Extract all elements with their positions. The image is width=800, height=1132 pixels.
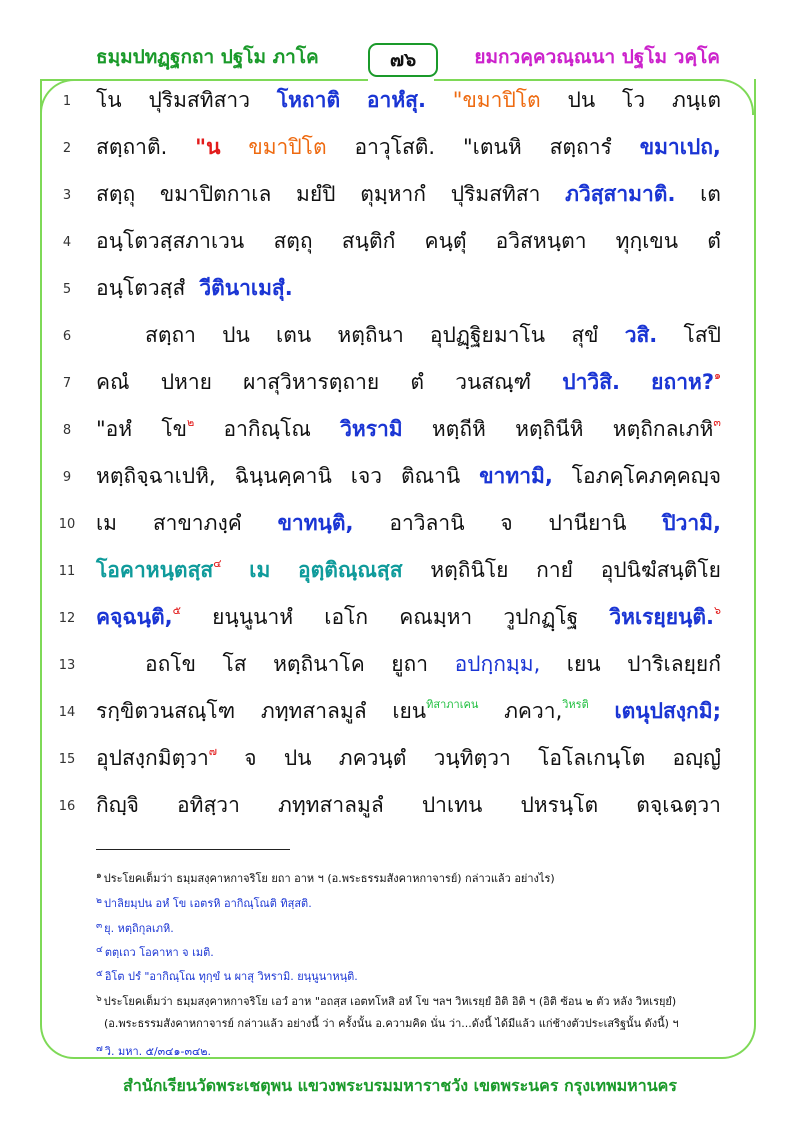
word: จ — [244, 746, 257, 770]
word: โว — [622, 88, 646, 112]
page-footer: สำนักเรียนวัดพระเชตุพน แขวงพระบรมมหาราชวัง เขตพระนคร กรุงเทพมหานคร — [123, 1076, 677, 1095]
text-line — [96, 555, 721, 585]
word: วสิ. — [624, 323, 658, 347]
word: เต — [700, 182, 721, 206]
text-line — [96, 179, 721, 209]
text-line — [96, 367, 721, 397]
word: เอโก — [324, 605, 369, 629]
word: โส — [222, 652, 247, 676]
footnote-ref[interactable]: ๒ — [186, 416, 195, 429]
word — [651, 367, 721, 397]
line-number: 9 — [62, 470, 72, 485]
header-book-title: ธมฺมปทฏฺฐกถา ปฐโม ภาโค — [96, 46, 319, 68]
word: สาขาภงฺคํ — [152, 511, 242, 535]
word: อวิสหนฺตา — [495, 229, 587, 253]
word: เตน — [276, 323, 312, 347]
word: วิหรามิ — [340, 417, 403, 441]
footnote — [96, 919, 736, 936]
word: ปาริเลยฺยกํ — [627, 652, 721, 676]
word: อทิสฺวา — [177, 793, 240, 817]
word: ขมาปิตกาเล — [159, 182, 272, 206]
word: อญฺญํ — [672, 746, 721, 770]
word-text: โอคาหนฺตสฺส — [96, 558, 214, 582]
word: ตํ — [707, 229, 721, 253]
footnote — [96, 967, 736, 984]
word-text: คจฺฉนฺติ, — [96, 605, 173, 629]
word: อุปฏฺฐิยมาโน — [429, 323, 546, 347]
word: หตฺถินา — [337, 323, 404, 347]
word: สนฺติกํ — [341, 229, 396, 253]
footnote-text: ตตฺเถว โอคาหา จ เมติ. — [104, 946, 214, 959]
word: วูปกฏฺโฐ — [503, 605, 579, 629]
word: ทุกฺเขน — [615, 229, 679, 253]
footnote-text: ปาลิยมฺปน อหํ โข เอตรหิ อากิณฺโณติ ทิสฺสติ. — [103, 897, 312, 910]
word-text: โข — [161, 417, 187, 441]
footnote — [96, 992, 736, 1009]
footnote-mark: ๖ — [96, 994, 102, 1004]
word: ภนฺเต — [671, 88, 721, 112]
word: เจว — [350, 464, 383, 488]
word: วีตินาเมสุํ. — [199, 276, 293, 300]
word: ปน — [567, 88, 596, 112]
word: อปกฺกมฺม, — [454, 652, 541, 676]
text-line — [96, 790, 721, 820]
word-text: อุปสงฺกมิตฺวา — [96, 746, 209, 770]
text-line — [96, 508, 721, 538]
line-number: 16 — [58, 799, 76, 814]
word: ตจฺเฉตฺวา — [636, 793, 721, 817]
line-number: 14 — [58, 705, 76, 720]
word: ปาวิสิ. — [562, 370, 620, 394]
word: สตฺถารํ — [549, 135, 612, 159]
footnote-ref[interactable]: ๕ — [172, 604, 181, 617]
line-number: 8 — [62, 423, 72, 438]
word: อาวิลานิ — [389, 511, 465, 535]
word: เตนุปสงฺกมิ; — [614, 699, 721, 723]
line-number: 12 — [58, 611, 76, 626]
footnote-text: ประโยคเต็มว่า ธมฺมสงฺคาหกาจริโย ยถา อาห ฯ (อ.พระธรรมสังคาหกาจารย์) กล่าวแล้ว อย่างไร) — [103, 872, 555, 885]
word: ขาทามิ, — [479, 464, 553, 488]
word: ปหาย — [160, 370, 212, 394]
word: ภวิสฺสามาติ. — [565, 182, 676, 206]
footnote-text: ประโยคเต็มว่า ธมฺมสงฺคาหกาจริโย เอวํ อาห "อถสฺส เอตทโหสิ อหํ โข ฯลฯ วิหเรยฺยํ อิติ อิติ ฯ (อิติ ซ้อน ๒ ตัว หลัง วิหเรยฺยํ) — [103, 995, 677, 1008]
footnote-mark: ๒ — [96, 896, 102, 906]
footnote-ref[interactable]: ๗ — [208, 745, 218, 758]
footnote-ref[interactable]: ๖ — [713, 604, 721, 617]
page-frame-top-left — [40, 79, 368, 82]
word: ติณานิ — [400, 464, 461, 488]
word: อุตฺติณฺณสฺส — [298, 558, 403, 582]
word: ตุมฺหากํ — [360, 182, 427, 206]
word: สุขํ — [571, 323, 599, 347]
word: ขมาปิโต — [248, 135, 327, 159]
word: เม — [96, 511, 118, 535]
word: โอภคฺโคภคฺคญฺจ — [571, 464, 721, 488]
gloss: วิหรติ — [562, 698, 589, 711]
word: ปน — [222, 323, 250, 347]
footnote — [96, 943, 736, 960]
word: ยนฺนูนาหํ — [212, 605, 294, 629]
text-line — [96, 414, 721, 444]
word: ฉินฺนคฺคานิ — [234, 464, 332, 488]
word: กิญฺจิ — [96, 793, 139, 817]
text-line — [96, 602, 721, 632]
word: กายํ — [536, 558, 573, 582]
word — [161, 414, 194, 444]
word: ปหรนฺโต — [520, 793, 599, 817]
word: คนฺตุํ — [424, 229, 467, 253]
header-chapter-title: ยมกวคฺควณฺณนา ปฐโม วคฺโค — [474, 46, 720, 68]
word: หตฺถิจฺฉาเปหิ, — [96, 464, 216, 488]
word: รกฺขิตวนสณฺโฑ — [96, 699, 236, 723]
footnote-ref[interactable]: ๓ — [713, 416, 721, 429]
footnote-mark: ๗ — [96, 1044, 103, 1054]
word — [96, 743, 217, 773]
word: เยน — [566, 652, 601, 676]
word: วนฺทิตฺวา — [433, 746, 511, 770]
word: เม — [249, 558, 271, 582]
word: อถโข — [145, 652, 196, 676]
word-text: ภควา, — [504, 699, 563, 723]
word-text: ยถาห? — [651, 370, 715, 394]
footnote — [96, 1042, 736, 1059]
line-number: 7 — [62, 376, 72, 391]
footnote-ref[interactable]: ๔ — [213, 557, 222, 570]
word: คณํ — [96, 370, 130, 394]
word: ขมาเปถ, — [639, 135, 721, 159]
word: ปุริมสทิสาว — [148, 88, 250, 112]
word-text: วิหเรยฺยนฺติ. — [609, 605, 714, 629]
line-number: 4 — [62, 235, 72, 250]
footnote-divider — [96, 849, 290, 850]
word: สตฺถาติ. — [96, 135, 168, 159]
word: ปุริมสทิสา — [450, 182, 541, 206]
word: ผาสุวิหารตฺถาย — [243, 370, 380, 394]
word: อนฺโตวสฺสภาเวน — [96, 229, 245, 253]
word: วนสณฺฑํ — [455, 370, 532, 394]
page-number — [368, 43, 438, 77]
word: โน — [96, 88, 122, 112]
word: ปน — [283, 746, 312, 770]
word: "อหํ — [96, 417, 133, 441]
text-line — [96, 743, 721, 773]
word: ปานียานิ — [548, 511, 627, 535]
word: ภทฺทสาลมูลํ — [278, 793, 384, 817]
word: หตฺถีหิ — [431, 417, 486, 441]
page-frame-top-right — [434, 79, 718, 82]
word — [96, 555, 222, 585]
word — [96, 602, 181, 632]
footnote-mark: ๓ — [96, 921, 103, 931]
word: จ — [500, 511, 513, 535]
footnote-continuation — [104, 1017, 744, 1031]
footnote-ref[interactable]: ๑ — [714, 369, 721, 382]
word: หตฺถินาโค — [273, 652, 365, 676]
word: โสปิ — [683, 323, 721, 347]
text-line — [96, 226, 721, 256]
line-number: 11 — [58, 564, 76, 579]
page-number-text: ๗๖ — [389, 49, 417, 71]
line-number: 15 — [58, 752, 76, 767]
word: คณมฺหา — [399, 605, 473, 629]
footnote — [96, 869, 736, 886]
gloss: ทิสาภาเคน — [426, 698, 479, 711]
word — [613, 414, 721, 444]
word: ขาทนฺติ, — [277, 511, 354, 535]
footnote-text: วิ. มหา. ๕/๓๔๑-๓๔๒. — [104, 1045, 212, 1058]
word: อากิณฺโณ — [223, 417, 311, 441]
text-line — [96, 273, 721, 303]
word: ภทฺทสาลมูลํ — [260, 699, 367, 723]
line-number: 13 — [58, 658, 76, 673]
word: ตํ — [410, 370, 425, 394]
word — [504, 696, 589, 726]
text-line — [96, 696, 721, 726]
word: หตฺถินิโย — [430, 558, 509, 582]
word: มยํปิ — [296, 182, 336, 206]
word: อนฺโตวสฺสํ — [96, 276, 186, 300]
word — [609, 602, 721, 632]
text-line — [96, 461, 721, 491]
text-line — [145, 320, 721, 350]
word — [392, 696, 478, 726]
line-number: 2 — [62, 141, 72, 156]
text-line — [96, 132, 721, 162]
word: ปาเทน — [421, 793, 483, 817]
line-number: 3 — [62, 188, 72, 203]
word: "เตนหิ — [463, 135, 522, 159]
word-text: เยน — [392, 699, 427, 723]
word: อุปนิฆํสนฺติโย — [600, 558, 721, 582]
word: โอโลเกนฺโต — [538, 746, 646, 770]
word-text: หตฺถิกลเภหิ — [612, 417, 714, 441]
footnote-mark: ๔ — [96, 945, 103, 955]
word: ภควนฺตํ — [338, 746, 407, 770]
line-number: 6 — [62, 329, 72, 344]
text-line — [96, 85, 721, 115]
word: อาวุโสติ. — [354, 135, 436, 159]
word: ยูถา — [391, 652, 429, 676]
line-number: 5 — [62, 282, 72, 297]
word: "น — [195, 135, 221, 159]
word: สตฺถุ — [96, 182, 136, 206]
word: โหถาติ — [276, 88, 341, 112]
word: อาหํสุ. — [366, 88, 426, 112]
footnote-text: อิโต ปรํ "อากิณฺโณ ทุกฺขํ น ผาสุ วิหรามิ. ยนฺนูนาหนฺติ. — [104, 970, 358, 983]
word: หตฺถินีหิ — [515, 417, 584, 441]
footnote-text: ยุ. หตฺถิกุลเภหิ. — [104, 922, 174, 935]
footnote-mark: ๕ — [96, 969, 103, 979]
word: ปิวามิ, — [662, 511, 721, 535]
word: สตฺถุ — [273, 229, 313, 253]
line-number: 1 — [62, 94, 72, 109]
text-line — [145, 649, 721, 679]
word: "ขมาปิโต — [452, 88, 541, 112]
line-number: 10 — [58, 517, 76, 532]
word: สตฺถา — [145, 323, 196, 347]
footnote — [96, 894, 736, 911]
footnote-mark: ๑ — [96, 871, 102, 881]
footnote-text: (อ.พระธรรมสังคาหกาจารย์ กล่าวแล้ว อย่างนี้ ว่า ครั้งนั้น อ.ความคิด นั่น ว่า...ดังนี้ ได้มีแล้ว แก่ช้างตัวประเสริฐนั้น ดังนี้) ฯ — [104, 1017, 679, 1030]
